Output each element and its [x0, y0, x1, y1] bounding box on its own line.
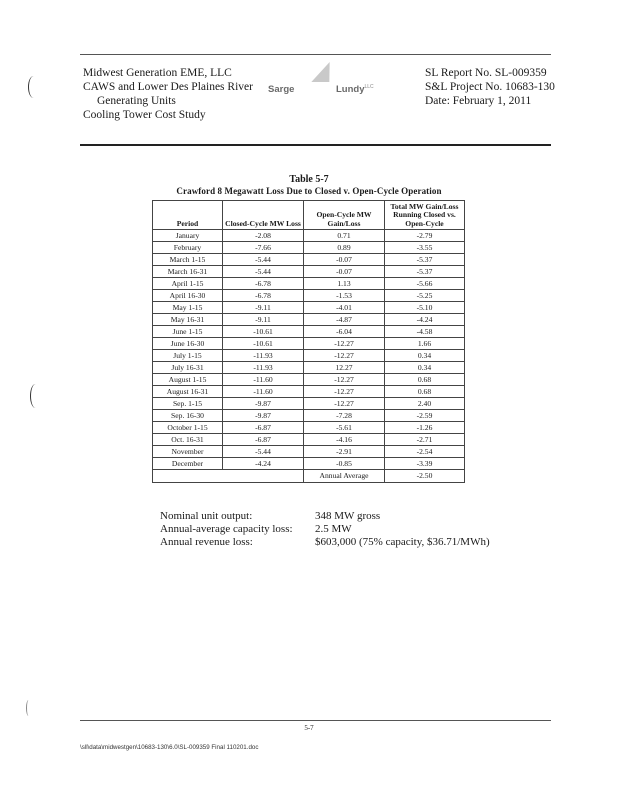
- open-cycle-cell: 12.27: [304, 362, 385, 374]
- period-cell: January: [153, 230, 223, 242]
- table-row: [153, 302, 465, 314]
- summary-label: Annual-average capacity loss:: [160, 523, 293, 535]
- closed-cycle-cell: -9.87: [223, 410, 304, 422]
- logo-suffix: LLC: [364, 84, 374, 90]
- total-cell: 2.40: [385, 398, 465, 410]
- total-cell: -5.37: [385, 266, 465, 278]
- hole-punch-mark: [30, 384, 41, 408]
- report-date: Date: February 1, 2011: [425, 95, 532, 107]
- period-cell: Sep. 16-30: [153, 410, 223, 422]
- closed-cycle-cell: -10.61: [223, 326, 304, 338]
- closed-cycle-cell: -5.44: [223, 254, 304, 266]
- table-row: [153, 254, 465, 266]
- period-cell: Sep. 1-15: [153, 398, 223, 410]
- period-cell: July 1-15: [153, 350, 223, 362]
- table-row: [153, 338, 465, 350]
- open-cycle-cell: -12.27: [304, 386, 385, 398]
- period-cell: Oct. 16-31: [153, 434, 223, 446]
- file-path: \sll\data\midwestgen\10683-130\6.0\SL-009359 Final 110201.doc: [80, 744, 259, 751]
- annual-average-value: -2.50: [385, 470, 465, 483]
- total-cell: -2.71: [385, 434, 465, 446]
- open-cycle-cell: -12.27: [304, 374, 385, 386]
- summary-value: 348 MW gross: [315, 510, 381, 522]
- study-title: Cooling Tower Cost Study: [83, 109, 206, 121]
- period-cell: December: [153, 458, 223, 470]
- summary-label: Annual revenue loss:: [160, 536, 253, 548]
- total-cell: -5.25: [385, 290, 465, 302]
- table-row: [153, 422, 465, 434]
- annual-average-label: Annual Average: [304, 470, 385, 483]
- closed-cycle-cell: -4.24: [223, 458, 304, 470]
- annual-average-spacer: [153, 470, 304, 483]
- closed-cycle-cell: -11.93: [223, 350, 304, 362]
- summary-row: [160, 536, 545, 549]
- closed-cycle-cell: -5.44: [223, 446, 304, 458]
- total-cell: -5.66: [385, 278, 465, 290]
- open-cycle-cell: -0.07: [304, 254, 385, 266]
- header-top-rule: [80, 54, 551, 55]
- period-cell: May 16-31: [153, 314, 223, 326]
- total-cell: -2.79: [385, 230, 465, 242]
- company-logo: [268, 60, 408, 104]
- total-cell: 0.68: [385, 386, 465, 398]
- total-cell: 0.68: [385, 374, 465, 386]
- closed-cycle-cell: -9.11: [223, 302, 304, 314]
- table-row: [153, 278, 465, 290]
- footer-rule: [80, 720, 551, 721]
- table-title: Crawford 8 Megawatt Loss Due to Closed v. Open-Cycle Operation: [176, 186, 442, 196]
- total-cell: -4.58: [385, 326, 465, 338]
- summary-row: [160, 510, 545, 523]
- period-cell: June 1-15: [153, 326, 223, 338]
- closed-cycle-cell: -9.87: [223, 398, 304, 410]
- open-cycle-cell: 0.89: [304, 242, 385, 254]
- total-cell: -3.39: [385, 458, 465, 470]
- total-cell: -5.37: [385, 254, 465, 266]
- period-cell: April 1-15: [153, 278, 223, 290]
- table-row: [153, 242, 465, 254]
- period-cell: February: [153, 242, 223, 254]
- table-header-row: [153, 201, 465, 230]
- total-cell: 1.66: [385, 338, 465, 350]
- total-cell: -2.54: [385, 446, 465, 458]
- logo-text-lundy: Lundy: [336, 84, 365, 96]
- open-cycle-cell: 0.71: [304, 230, 385, 242]
- table-row: [153, 314, 465, 326]
- period-cell: October 1-15: [153, 422, 223, 434]
- table-row: [153, 266, 465, 278]
- closed-cycle-cell: -6.78: [223, 278, 304, 290]
- open-cycle-cell: -0.85: [304, 458, 385, 470]
- summary-row: [160, 523, 545, 536]
- closed-cycle-cell: -7.66: [223, 242, 304, 254]
- logo-mark-icon: [311, 62, 338, 82]
- table-row: [153, 326, 465, 338]
- summary-block: [160, 510, 545, 549]
- client-name: Midwest Generation EME, LLC: [83, 67, 232, 79]
- table-row: [153, 458, 465, 470]
- table-row: [153, 362, 465, 374]
- total-cell: 0.34: [385, 350, 465, 362]
- open-cycle-cell: -12.27: [304, 338, 385, 350]
- closed-cycle-cell: -9.11: [223, 314, 304, 326]
- table-row: [153, 446, 465, 458]
- period-cell: June 16-30: [153, 338, 223, 350]
- total-cell: -2.59: [385, 410, 465, 422]
- table-row: [153, 350, 465, 362]
- table-number: Table 5-7: [289, 174, 329, 185]
- open-cycle-cell: -0.07: [304, 266, 385, 278]
- header-bottom-rule: [80, 144, 551, 146]
- table-row: [153, 386, 465, 398]
- logo-text-right: [336, 84, 374, 95]
- period-cell: July 16-31: [153, 362, 223, 374]
- table-row: [153, 398, 465, 410]
- hole-punch-mark: [26, 700, 31, 716]
- total-cell: -4.24: [385, 314, 465, 326]
- period-cell: May 1-15: [153, 302, 223, 314]
- closed-cycle-cell: -11.93: [223, 362, 304, 374]
- closed-cycle-cell: -6.78: [223, 290, 304, 302]
- open-cycle-cell: -1.53: [304, 290, 385, 302]
- open-cycle-cell: -4.01: [304, 302, 385, 314]
- table-row: [153, 374, 465, 386]
- summary-value: $603,000 (75% capacity, $36.71/MWh): [315, 536, 490, 548]
- table-row: [153, 230, 465, 242]
- project-number: S&L Project No. 10683-130: [425, 81, 555, 93]
- column-header: Period: [153, 201, 223, 230]
- open-cycle-cell: -2.91: [304, 446, 385, 458]
- project-line: CAWS and Lower Des Plaines River: [83, 81, 253, 93]
- open-cycle-cell: -12.27: [304, 350, 385, 362]
- column-header: Open-Cycle MW Gain/Loss: [304, 201, 385, 230]
- period-cell: March 1-15: [153, 254, 223, 266]
- total-cell: -3.55: [385, 242, 465, 254]
- column-header: Closed-Cycle MW Loss: [223, 201, 304, 230]
- closed-cycle-cell: -11.60: [223, 386, 304, 398]
- report-number: SL Report No. SL-009359: [425, 67, 547, 79]
- table-row: [153, 290, 465, 302]
- closed-cycle-cell: -10.61: [223, 338, 304, 350]
- page-number: 5-7: [304, 724, 314, 732]
- open-cycle-cell: -5.61: [304, 422, 385, 434]
- period-cell: November: [153, 446, 223, 458]
- period-cell: April 16-30: [153, 290, 223, 302]
- project-line-continued: Generating Units: [97, 95, 176, 107]
- open-cycle-cell: -12.27: [304, 398, 385, 410]
- total-cell: -5.10: [385, 302, 465, 314]
- summary-label: Nominal unit output:: [160, 510, 253, 522]
- closed-cycle-cell: -2.08: [223, 230, 304, 242]
- summary-value: 2.5 MW: [315, 523, 352, 535]
- open-cycle-cell: 1.13: [304, 278, 385, 290]
- open-cycle-cell: -4.87: [304, 314, 385, 326]
- period-cell: March 16-31: [153, 266, 223, 278]
- closed-cycle-cell: -6.87: [223, 422, 304, 434]
- total-cell: -1.26: [385, 422, 465, 434]
- megawatt-loss-table: [152, 200, 465, 483]
- period-cell: August 16-31: [153, 386, 223, 398]
- table-body: [153, 230, 465, 470]
- logo-text-left: Sarge: [268, 84, 295, 95]
- column-header: Total MW Gain/Loss Running Closed vs. Open-Cycle: [385, 201, 465, 230]
- closed-cycle-cell: -11.60: [223, 374, 304, 386]
- closed-cycle-cell: -5.44: [223, 266, 304, 278]
- header-report-block: [425, 66, 585, 108]
- period-cell: August 1-15: [153, 374, 223, 386]
- open-cycle-cell: -4.16: [304, 434, 385, 446]
- open-cycle-cell: -7.28: [304, 410, 385, 422]
- table-row: [153, 434, 465, 446]
- total-cell: 0.34: [385, 362, 465, 374]
- hole-punch-mark: [28, 76, 39, 98]
- annual-average-row: [153, 470, 465, 483]
- table-row: [153, 410, 465, 422]
- open-cycle-cell: -6.04: [304, 326, 385, 338]
- closed-cycle-cell: -6.87: [223, 434, 304, 446]
